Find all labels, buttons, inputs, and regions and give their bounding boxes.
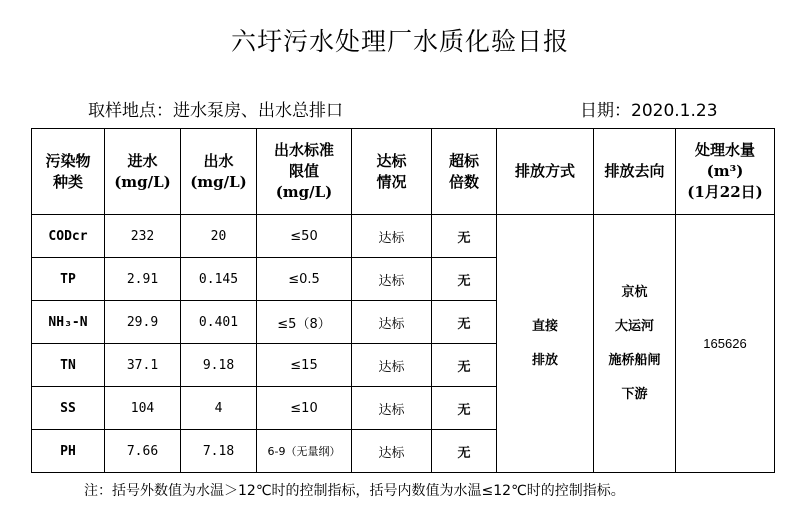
header-pollutant: 污染物 种类 [32,129,105,215]
influent-value: 232 [105,215,181,258]
effluent-value: 7.18 [181,430,257,473]
header-compliance: 达标 情况 [352,129,432,215]
effluent-value: 0.401 [181,301,257,344]
limit-value: 6-9（无量纲） [257,430,352,473]
compliance-status: 达标 [352,430,432,473]
table-row [32,215,775,258]
effluent-value: 0.145 [181,258,257,301]
header-volume: 处理水量 (m³) (1月22日) [676,129,775,215]
header-influent: 进水 (mg/L) [105,129,181,215]
exceed-multiple: 无 [432,258,497,301]
pollutant-name: SS [32,387,105,430]
header-discharge-destination: 排放去向 [594,129,676,215]
compliance-status: 达标 [352,344,432,387]
pollutant-name: NH₃-N [32,301,105,344]
limit-value: ≤0.5 [257,258,352,301]
influent-value: 7.66 [105,430,181,473]
influent-value: 37.1 [105,344,181,387]
limit-value: ≤15 [257,344,352,387]
limit-value: ≤50 [257,215,352,258]
exceed-multiple: 无 [432,387,497,430]
compliance-status: 达标 [352,301,432,344]
water-quality-table [31,128,775,473]
header-exceed: 超标 倍数 [432,129,497,215]
exceed-multiple: 无 [432,215,497,258]
report-date: 日期：2020.1.23 [580,101,718,121]
effluent-value: 20 [181,215,257,258]
report-title: 六圩污水处理厂水质化验日报 [230,27,569,56]
pollutant-name: TN [32,344,105,387]
compliance-status: 达标 [352,258,432,301]
pollutant-name: PH [32,430,105,473]
compliance-status: 达标 [352,387,432,430]
footnote: 注：括号外数值为水温＞12℃时的控制指标，括号内数值为水温≤12℃时的控制指标。 [84,483,625,499]
influent-value: 104 [105,387,181,430]
effluent-value: 9.18 [181,344,257,387]
treated-volume: 165626 [676,215,775,473]
influent-value: 2.91 [105,258,181,301]
exceed-multiple: 无 [432,344,497,387]
header-discharge-method: 排放方式 [497,129,594,215]
header-limit: 出水标准 限值 (mg/L) [257,129,352,215]
table-header-row [32,129,775,215]
exceed-multiple: 无 [432,301,497,344]
compliance-status: 达标 [352,215,432,258]
pollutant-name: CODcr [32,215,105,258]
pollutant-name: TP [32,258,105,301]
influent-value: 29.9 [105,301,181,344]
discharge-destination: 京杭 大运河 施桥船闸 下游 [594,215,676,473]
sampling-location: 取样地点：进水泵房、出水总排口 [88,101,343,121]
exceed-multiple: 无 [432,430,497,473]
limit-value: ≤10 [257,387,352,430]
limit-value: ≤5（8） [257,301,352,344]
header-effluent: 出水 (mg/L) [181,129,257,215]
effluent-value: 4 [181,387,257,430]
discharge-method: 直接 排放 [497,215,594,473]
